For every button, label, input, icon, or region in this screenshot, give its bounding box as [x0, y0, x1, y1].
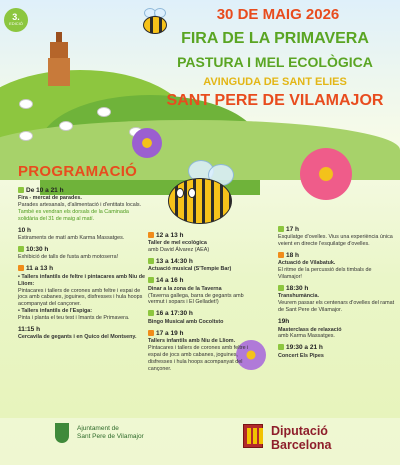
item-time: 11:15 h	[18, 326, 41, 334]
schedule-item	[278, 344, 396, 359]
item-time: 14 a 16 h	[156, 277, 184, 285]
drum-icon	[278, 252, 284, 258]
item-time: 10 h	[18, 226, 32, 234]
item-text: amb Karma Massatges.	[278, 333, 335, 340]
item-text: Concert Els Pipes	[278, 352, 324, 359]
item-text: Pintacares i tallers de corones amb feltre i espai de jocs amb cabanes, joguines, disfresses i hula hoops acompanyat del cançoner.	[18, 287, 143, 308]
sheep-icon	[98, 108, 110, 116]
item-text: Veurem passar els centenars d'ovelles del ramat de Sant Pere de Vilamajor.	[278, 300, 395, 314]
item-text: (Taverna gallega, barra de gegants amb vermut i sopars i El Gelladet!)	[148, 292, 244, 306]
ajuntament-town: Sant Pere de Vilamajor	[77, 433, 144, 441]
event-town: SANT PERE DE VILAMAJOR	[166, 92, 384, 109]
bee-icon	[160, 160, 240, 230]
item-time: 16 a 17:30 h	[156, 310, 193, 318]
item-text: Masterclass de relaxació	[278, 326, 342, 333]
diputacio-crest-icon	[243, 424, 263, 448]
ajuntament-crest-icon	[55, 423, 69, 443]
event-date: 30 DE MAIG 2026	[216, 6, 340, 23]
ajuntament-name: Ajuntament de	[77, 425, 119, 432]
sheep-icon	[278, 285, 284, 291]
item-time: 18:30 h	[286, 285, 309, 293]
item-time: 17 h	[286, 226, 300, 233]
chainsaw-icon	[18, 246, 24, 252]
item-time: 12 a 13 h	[156, 232, 184, 239]
item-text: Actuació de Vilabatuk.	[278, 260, 336, 267]
item-text: Esquilatge d'ovelles. Vius una experiència única veient en directe l'esquilatge d'ovelles.	[278, 234, 393, 248]
schedule-item	[18, 227, 148, 242]
programme-title: PROGRAMACIÓ	[18, 163, 138, 180]
kids-icon	[148, 330, 154, 336]
item-time: 18 h	[286, 252, 300, 260]
item-text: amb David Álvarez (AEA)	[148, 247, 210, 254]
sheep-icon	[60, 122, 72, 130]
honey-icon	[148, 232, 154, 238]
music-icon	[148, 258, 154, 264]
item-text: Pintacares i tallers de corones amb feltre i espai de jocs amb cabanes, joguines, disfresses i hula hoops acompanyat del cançoner.	[148, 344, 249, 372]
item-text: Exhibició de talls de fusta amb motoserra!	[18, 254, 119, 261]
sheep-icon	[20, 132, 32, 140]
event-title: FIRA DE LA PRIMAVERA	[181, 30, 369, 47]
item-text: Bingo Musical amb Cocoltsto	[148, 318, 224, 325]
event-venue: AVINGUDA DE SANT ELIES	[203, 76, 347, 88]
food-icon	[148, 277, 154, 283]
item-time: 19h	[278, 318, 290, 326]
concert-icon	[278, 344, 284, 350]
item-text: Cercavila de gegants i en Quico del Montseny.	[18, 334, 137, 341]
sheep-icon	[20, 100, 32, 108]
schedule-item	[148, 258, 260, 273]
item-text: • Tallers infantils de l'Espiga:	[18, 308, 93, 315]
scissors-icon	[278, 226, 284, 232]
diputacio-name: Diputació	[271, 424, 328, 438]
item-text: Pinta i planta el teu test i Imants de Primavera.	[18, 315, 130, 322]
flower-icon	[300, 148, 352, 200]
schedule-item	[18, 265, 148, 322]
schedule-item	[18, 187, 148, 223]
item-time: De 10 a 21 h	[26, 187, 64, 194]
schedule-item	[278, 318, 396, 340]
schedule-item	[278, 285, 396, 314]
item-text: Fira - mercat de parades.	[18, 195, 82, 202]
schedule-item	[18, 326, 148, 341]
item-time: 11 a 13 h	[26, 265, 54, 273]
item-text: Parades artesanals, d'alimentació i d'entitats locals.	[18, 202, 142, 209]
bingo-icon	[148, 310, 154, 316]
schedule-item	[18, 246, 148, 261]
flower-icon	[132, 128, 162, 158]
item-text: El ritme de la percussió dels timbals de Vilamajor!	[278, 267, 372, 281]
programme-column-2	[148, 228, 260, 372]
item-text: Estiraments de matí amb Karma Massatges.	[18, 235, 125, 242]
item-text: Transhumància.	[278, 293, 320, 300]
event-subtitle: PASTURA I MEL ECOLÒGICA	[177, 54, 373, 70]
programme-column-3	[278, 222, 396, 360]
item-text: Dinar a la zona de la Taverna	[148, 285, 222, 292]
schedule-item	[148, 310, 260, 325]
calendar-icon	[18, 187, 24, 193]
item-text: Actuació musical (S'Tempie Bar)	[148, 266, 232, 273]
church-illustration	[48, 58, 70, 86]
item-text: Tallers infantils amb Niu de Lliom.	[148, 337, 236, 344]
schedule-item	[148, 232, 260, 254]
item-text: També es vendran els dorsals de la Caminada solidària del 31 de maig al matí.	[18, 209, 129, 223]
schedule-item	[278, 226, 396, 248]
schedule-item	[148, 277, 260, 306]
schedule-item	[278, 252, 396, 281]
edition-label: EDICIÓ	[9, 21, 23, 26]
item-time: 13 a 14:30 h	[156, 258, 193, 266]
diputacio-city: Barcelona	[271, 438, 332, 453]
item-time: 19:30 a 21 h	[286, 344, 323, 352]
programme-column-1	[18, 183, 148, 341]
item-text: • Tallers infantils de feltre i pintacares amb Niu de Lliom:	[18, 273, 146, 287]
edition-badge	[4, 8, 28, 32]
item-time: 17 a 19 h	[156, 329, 184, 337]
item-text: Taller de mel ecològica	[148, 240, 207, 247]
edition-number: 3.	[12, 12, 20, 22]
schedule-item	[148, 330, 260, 373]
kids-icon	[18, 265, 24, 271]
item-time: 10:30 h	[26, 246, 49, 254]
